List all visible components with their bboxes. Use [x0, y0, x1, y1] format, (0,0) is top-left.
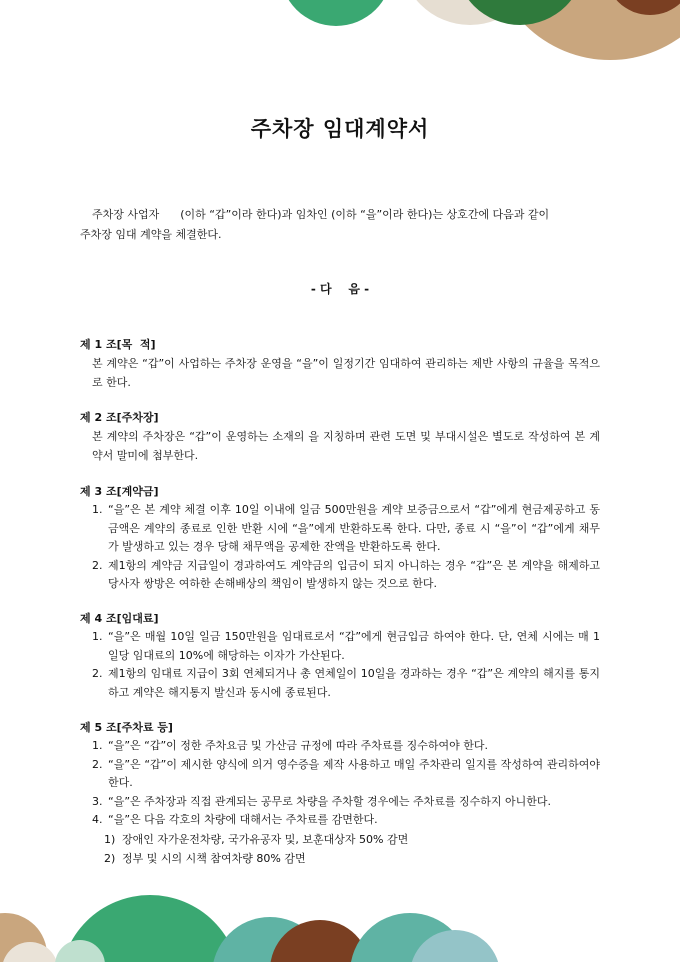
deco-circle — [280, 0, 392, 26]
item-number: 1. — [92, 739, 103, 752]
item-number: 2. — [92, 558, 103, 572]
item-number: 4. — [92, 813, 103, 826]
item-text: 제1항의 계약금 지급일이 경과하여도 계약금의 입금이 되지 아니하는 경우 “갑”은 본 계약을 해제하고 당사자 쌍방은 여하한 손해배상의 책임이 발생하지 않는 것으로 한다. — [108, 558, 600, 590]
article-item — [80, 628, 600, 665]
subitem-number: 1) — [104, 832, 116, 846]
subitem-text: 정부 및 시의 시책 참여차량 80% 감면 — [122, 851, 306, 865]
item-text: “을”은 “갑”이 정한 주차요금 및 가산금 규정에 따라 주차료를 징수하여야 한다. — [108, 739, 489, 752]
deco-circle — [0, 913, 47, 962]
intro-paragraph — [80, 205, 600, 245]
section-separator: - 다 음 - — [310, 282, 370, 296]
article-4 — [80, 610, 600, 702]
item-text: 제1항의 임대료 지급이 3회 연체되거나 총 연체일이 10일을 경과하는 경우 “갑”은 계약의 해지를 통지하고 계약은 해지통지 발신과 동시에 종료된다. — [108, 667, 600, 699]
article-heading: 제 4 조[임대료] — [80, 612, 159, 625]
article-3 — [80, 483, 600, 594]
article-item — [80, 501, 600, 557]
document-title: 주차장 임대계약서 — [250, 117, 430, 141]
deco-circle — [55, 940, 105, 962]
intro-line: 주차장 임대 계약을 체결한다. — [80, 228, 222, 241]
item-text: “을”은 본 계약 체결 이후 10일 이내에 일금 500만원을 계약 보증금으로서 “갑”에게 현금제공하고 동 금액은 계약의 종료로 인한 반환 시에 “을”에게 반환하도록 한다. 다만, 종료 시 “을”이 “갑”에게 채무가 발생하고 있는 경우 당해 채무액을 공제한 잔액을 반환하도록 한다. — [108, 503, 600, 553]
item-text: “을”은 주차장과 직접 관계되는 공무로 차량을 주차할 경우에는 주차료를 징수하지 아니한다. — [108, 794, 552, 808]
deco-circle — [605, 0, 680, 15]
item-text: “을”은 매월 10일 일금 150만원을 임대료로서 “갑”에게 현금입금 하여야 한다. 단, 연체 시에는 매 1일당 임대료의 10%에 해당하는 이자가 가산된다. — [108, 630, 600, 662]
deco-circle — [212, 917, 328, 962]
article-heading: 제 5 조[주차료 등] — [80, 721, 173, 734]
article-2 — [80, 409, 600, 465]
header-decoration — [0, 0, 680, 70]
item-number: 2. — [92, 667, 103, 680]
deco-circle — [270, 920, 370, 962]
item-text: “을”은 다음 각호의 차량에 대해서는 주차료를 감면한다. — [108, 813, 378, 826]
deco-circle — [455, 0, 585, 25]
article-item — [80, 756, 600, 793]
article-item — [80, 557, 600, 594]
subitem-number: 2) — [104, 851, 116, 865]
article-body: 본 계약의 주차장은 “갑”이 운영하는 소재의 을 지칭하며 관련 도면 및 부대시설은 별도로 작성하여 본 계약서 말미에 첨부한다. — [92, 430, 600, 462]
deco-circle — [490, 0, 680, 60]
deco-circle — [350, 913, 470, 962]
article-heading: 제 1 조[목 적] — [80, 338, 156, 351]
item-number: 2. — [92, 757, 103, 771]
article-item — [80, 793, 600, 812]
article-item — [80, 665, 600, 702]
subitem-text: 장애인 자가운전차량, 국가유공자 및, 보훈대상자 50% 감면 — [122, 832, 409, 846]
deco-circle — [410, 930, 500, 962]
article-heading: 제 3 조[계약금] — [80, 485, 159, 498]
article-1 — [80, 336, 600, 392]
article-heading: 제 2 조[주차장] — [80, 411, 159, 424]
article-item — [80, 737, 600, 756]
article-body: 본 계약은 “갑”이 사업하는 주차장 운영을 “을”이 일정기간 임대하여 관리하는 제반 사항의 규율을 목적으로 한다. — [92, 357, 600, 389]
article-item — [80, 811, 600, 830]
article-5 — [80, 719, 600, 868]
article-subitem — [80, 830, 600, 849]
deco-circle — [2, 942, 58, 962]
item-number: 1. — [92, 630, 103, 643]
item-number: 1. — [92, 503, 103, 516]
item-text: “을”은 “갑”이 제시한 양식에 의거 영수증을 제작 사용하고 매일 주차관리 일지를 작성하여 관리하여야 한다. — [108, 757, 600, 789]
intro-line: 주차장 사업자 (이하 “갑”이라 한다)과 임차인 (이하 “을”이라 한다)는 상호간에 다음과 같이 — [92, 208, 550, 221]
item-number: 3. — [92, 794, 103, 808]
deco-circle — [60, 895, 240, 962]
footer-decoration — [0, 895, 680, 962]
article-subitem — [80, 849, 600, 868]
deco-circle — [400, 0, 540, 25]
